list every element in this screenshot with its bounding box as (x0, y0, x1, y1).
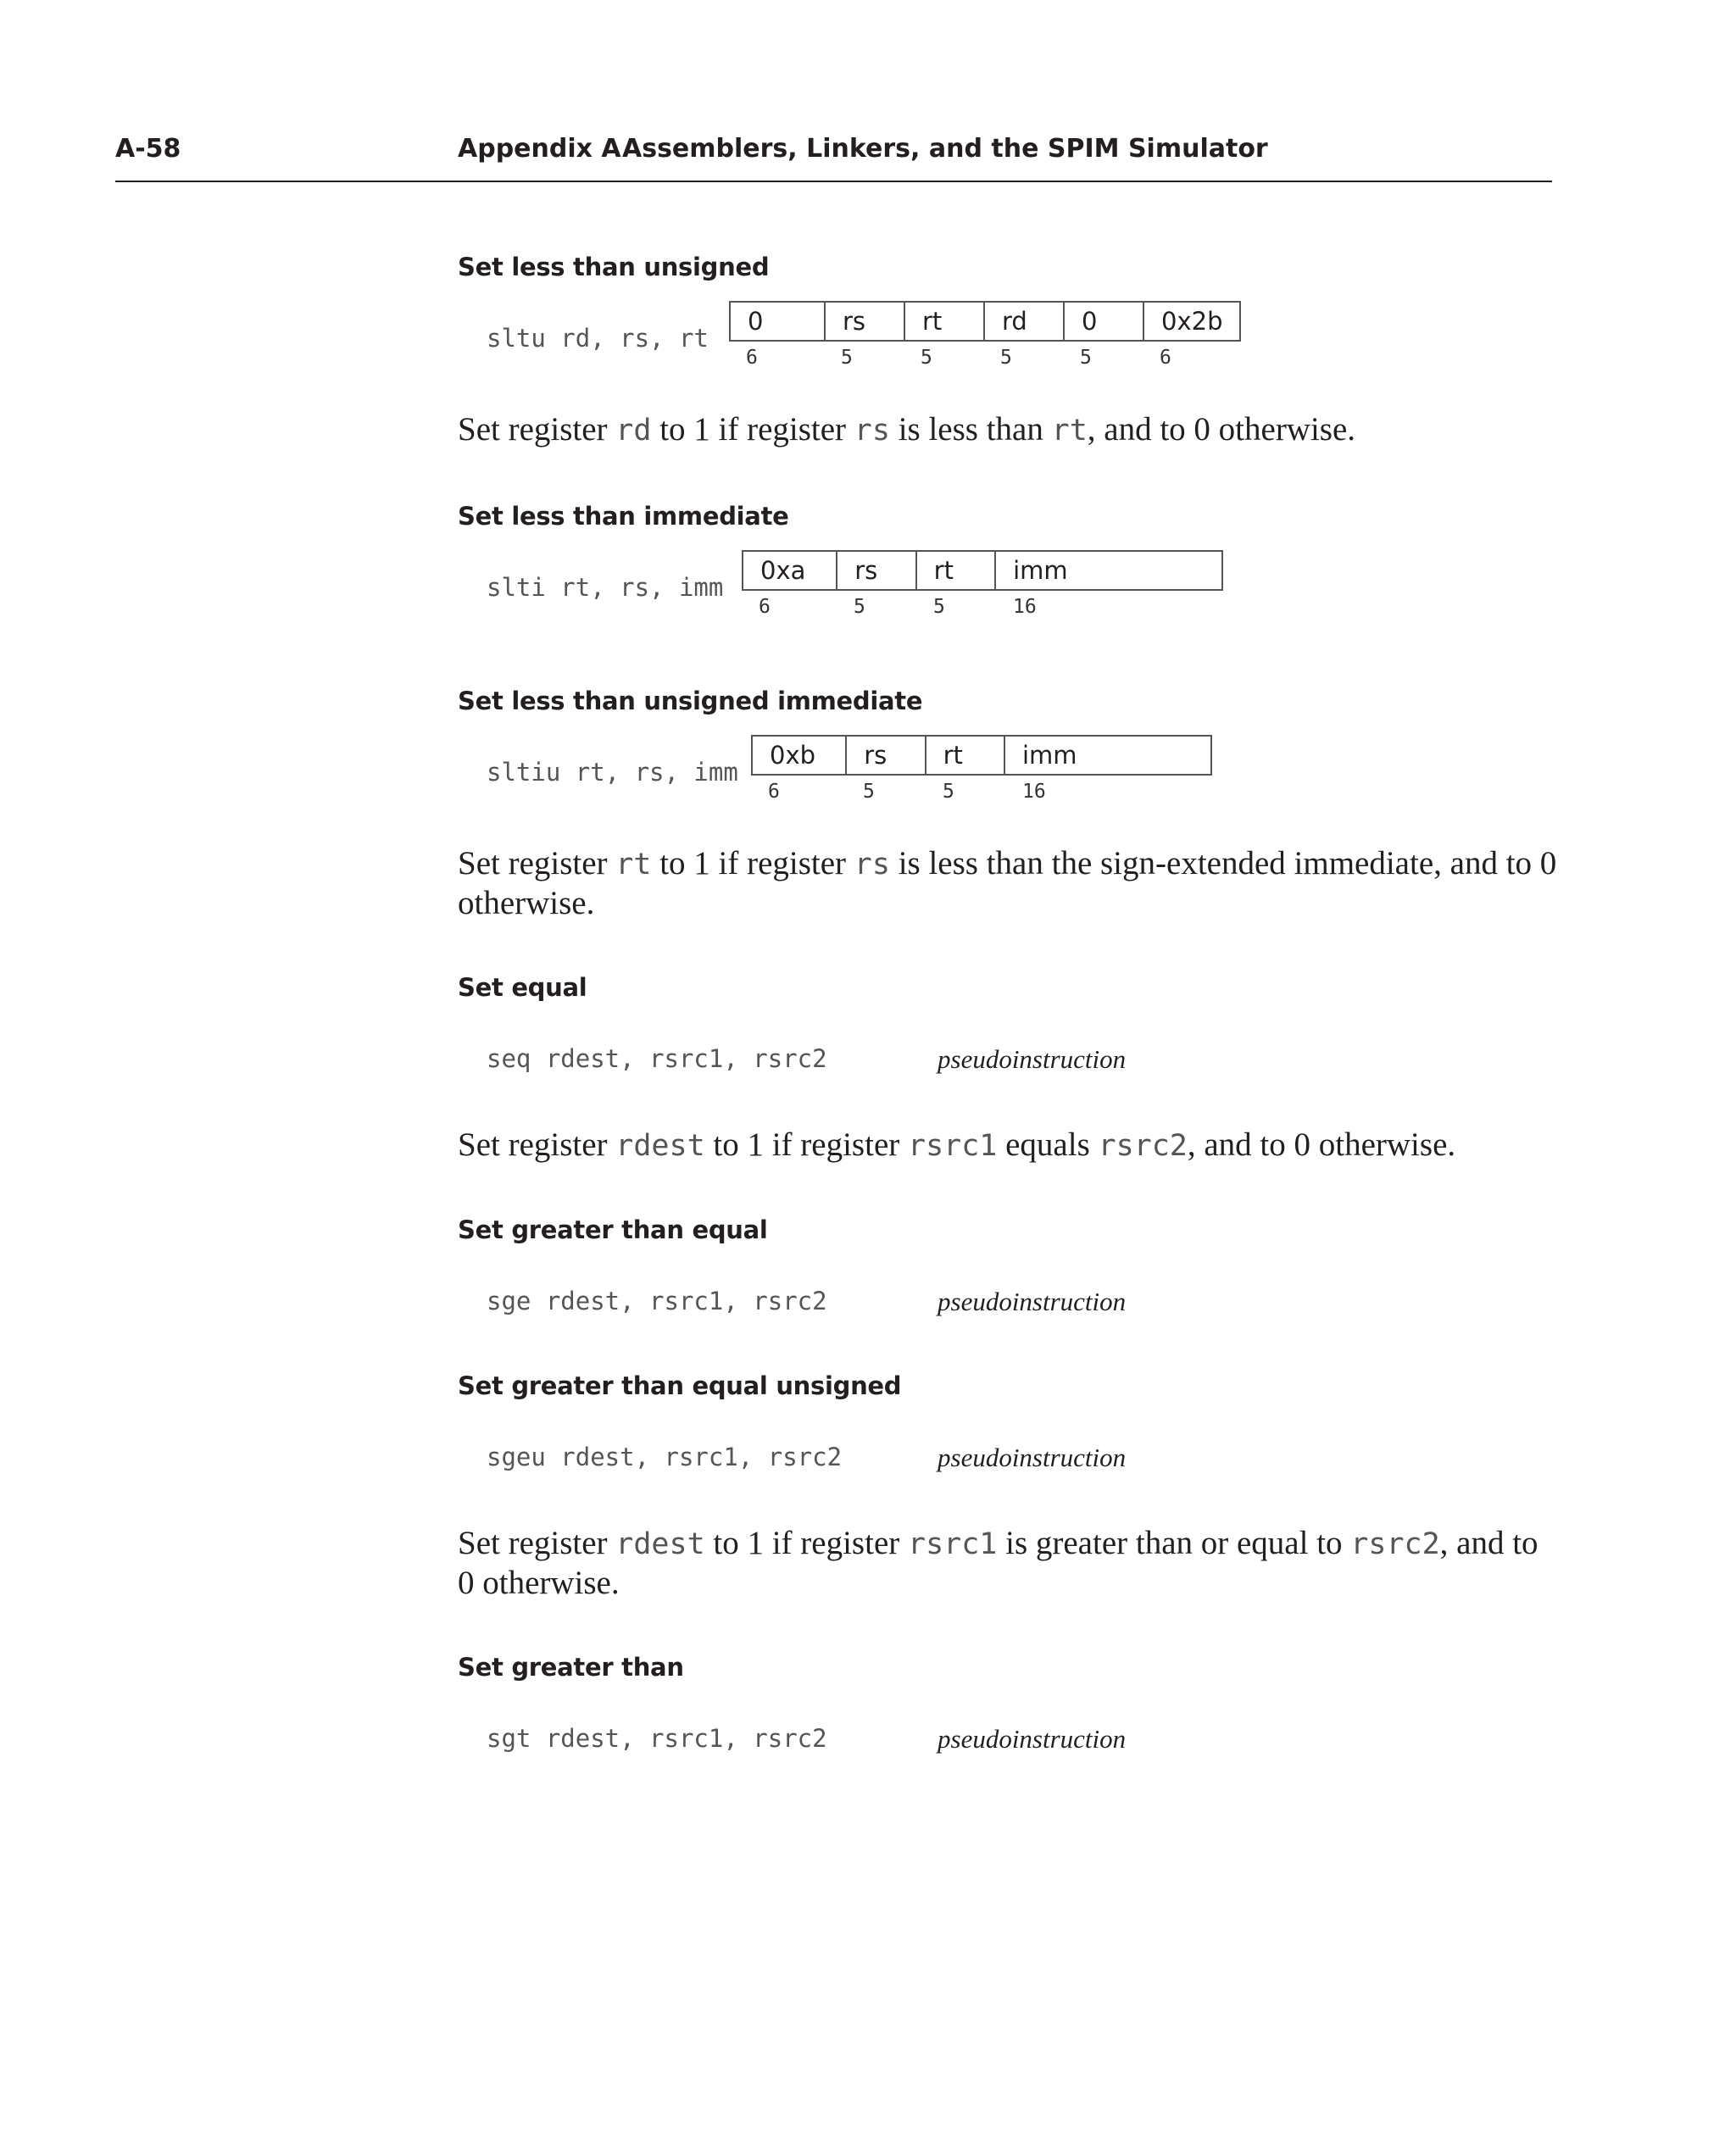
section-title-seq: Set equal (458, 973, 587, 1002)
section-title-sltu: Set less than unsigned (458, 253, 770, 281)
page-number: A-58 (115, 134, 181, 164)
field-cell: imm (1021, 741, 1077, 770)
code-sltu: sltu rd, rs, rt (487, 324, 709, 353)
bit-width: 6 (759, 596, 771, 618)
bit-width: 16 (1013, 596, 1037, 618)
pseudo-label: pseudoinstruction (938, 1724, 1127, 1754)
field-cell: 0x2b (1161, 307, 1223, 336)
field-cell: rt (926, 737, 1005, 774)
code-sgeu: sgeu rdest, rsrc1, rsrc2 (487, 1443, 843, 1471)
pseudo-label: pseudoinstruction (938, 1044, 1127, 1074)
field-cell: 0xb (753, 737, 847, 774)
code-sltiu: sltiu rt, rs, imm (487, 758, 738, 787)
section-title-sgeu: Set greater than equal unsigned (458, 1371, 902, 1400)
description-slti-sltiu: Set register rt to 1 if register rs is less than the sign-extended immediate, and to 0 otherwise. (458, 845, 1557, 921)
field-cell: imm (1013, 556, 1068, 585)
code-sgt: sgt rdest, rsrc1, rsrc2 (487, 1724, 827, 1753)
description-seq: Set register rdest to 1 if register rsrc1 equals rsrc2, and to 0 otherwise. (458, 1126, 1456, 1163)
section-title-slti: Set less than immediate (458, 502, 789, 531)
field-cell: 0xa (743, 552, 837, 589)
bit-width: 16 (1022, 781, 1046, 803)
pseudo-label: pseudoinstruction (938, 1287, 1127, 1316)
bit-width: 5 (933, 596, 945, 618)
section-title-sgt: Set greater than (458, 1653, 684, 1682)
description-sltu: Set register rd to 1 if register rs is less than rt, and to 0 otherwise. (458, 411, 1356, 448)
field-cell: 0 (1065, 303, 1144, 340)
bit-width: 5 (943, 781, 954, 803)
field-cell: rs (837, 552, 916, 589)
code-sge: sge rdest, rsrc1, rsrc2 (487, 1287, 827, 1315)
field-cell: rt (917, 552, 996, 589)
chapter-title: Assemblers, Linkers, and the SPIM Simulator (622, 134, 1268, 164)
chapter-label: Appendix A (458, 134, 621, 164)
pseudo-label: pseudoinstruction (938, 1443, 1127, 1472)
bit-width: 5 (1000, 347, 1012, 369)
header-rule (115, 181, 1552, 182)
bit-width: 6 (768, 781, 780, 803)
code-slti: slti rt, rs, imm (487, 573, 724, 602)
section-title-sge: Set greater than equal (458, 1215, 768, 1244)
section-title-sltiu: Set less than unsigned immediate (458, 687, 923, 715)
field-cell: rt (905, 303, 985, 340)
bit-width: 5 (1080, 347, 1092, 369)
bit-width: 5 (863, 781, 875, 803)
code-seq: seq rdest, rsrc1, rsrc2 (487, 1044, 827, 1073)
bit-width: 6 (746, 347, 758, 369)
instruction-format-sltu (729, 301, 1241, 369)
field-cell: 0 (731, 303, 826, 340)
field-cell: rs (826, 303, 905, 340)
instruction-format-slti (742, 550, 1223, 618)
instruction-format-sltiu (751, 735, 1212, 803)
bit-width: 5 (854, 596, 865, 618)
description-sge-sgeu: Set register rdest to 1 if register rsrc1 is greater than or equal to rsrc2, and to 0 otherwise. (458, 1525, 1538, 1601)
bit-width: 5 (841, 347, 853, 369)
bit-width: 6 (1160, 347, 1171, 369)
field-cell: rs (847, 737, 926, 774)
field-cell: rd (985, 303, 1065, 340)
bit-width: 5 (921, 347, 932, 369)
